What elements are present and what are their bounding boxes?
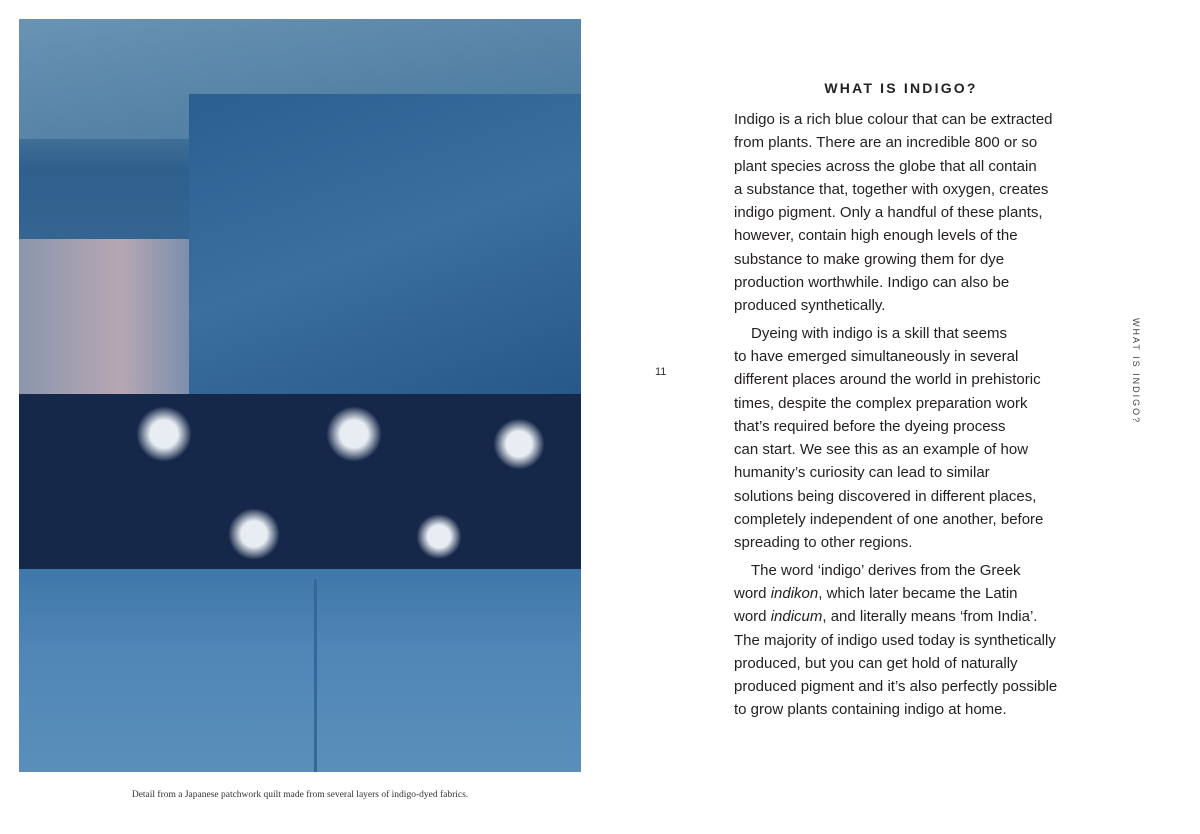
ikat-motif: [129, 404, 199, 464]
text-line: [734, 485, 1094, 508]
text-line: [734, 582, 1094, 605]
text-segment: Indigo is a rich blue colour that can be extracted: [734, 111, 1053, 128]
text-segment: indigo pigment. Only a handful of these plants,: [734, 204, 1043, 222]
page-number: 11: [655, 366, 667, 378]
text-line: [734, 415, 1094, 438]
text-segment: substance to make growing them for dye: [734, 250, 1005, 268]
text-segment: word: [734, 584, 771, 602]
text-segment: to grow plants containing indigo at home.: [734, 701, 1007, 719]
text-segment: solutions being discovered in different places,: [734, 487, 1037, 505]
text-segment: spreading to other regions.: [734, 534, 913, 552]
ikat-motif: [409, 514, 469, 559]
text-segment: The word ‘indigo’ derives from the Greek: [751, 561, 1021, 579]
text-line: [734, 131, 1094, 154]
text-line: [734, 438, 1094, 461]
pale-pink-patch: [19, 239, 189, 399]
text-segment: produced, but you can get hold of naturally: [734, 654, 1018, 672]
text-line: [734, 201, 1094, 224]
text-line: [734, 392, 1094, 415]
text-segment: can start. We see this as an example of how: [734, 441, 1029, 459]
text-line: [734, 652, 1094, 675]
text-segment: completely independent of one another, before: [734, 511, 1044, 529]
indigo-quilt-photo: [19, 19, 581, 772]
text-line: [734, 508, 1094, 531]
text-segment: produced pigment and it’s also perfectly possible: [734, 678, 1058, 696]
text-segment: that’s required before the dyeing process: [734, 417, 1006, 435]
text-segment: from plants. There are an incredible 800 or so: [734, 134, 1038, 152]
text-segment: production worthwhile. Indigo can also be: [734, 274, 1010, 292]
seam: [314, 579, 317, 772]
text-line: [734, 345, 1094, 368]
body-text: [734, 108, 1094, 726]
text-segment: , and literally means ‘from India’.: [822, 608, 1038, 626]
text-line: [734, 531, 1094, 554]
text-line: [734, 155, 1094, 178]
italic-term: indicum: [770, 608, 823, 626]
text-line: [734, 629, 1094, 652]
text-segment: humanity’s curiosity can lead to similar: [734, 464, 990, 482]
denim-bottom: [19, 569, 581, 772]
text-line: [734, 368, 1094, 391]
text-segment: plant species across the globe that all contain: [734, 157, 1037, 175]
text-line: [734, 322, 1094, 345]
text-segment: word: [734, 608, 771, 626]
ikat-motif: [219, 509, 289, 559]
text-line: [734, 248, 1094, 271]
text-line: [734, 675, 1094, 698]
text-segment: times, despite the complex preparation work: [734, 394, 1028, 412]
ikat-motif: [319, 404, 389, 464]
text-segment: however, contain high enough levels of the: [734, 227, 1018, 245]
text-line: [734, 605, 1094, 628]
running-head: WHAT IS INDIGO?: [1131, 318, 1141, 425]
paragraph: [734, 559, 1094, 722]
text-line: [734, 178, 1094, 201]
photo-caption: Detail from a Japanese patchwork quilt made from several layers of indigo-dyed fabrics.: [131, 790, 469, 800]
text-segment: to have emerged simultaneously in several: [734, 347, 1019, 365]
text-segment: different places around the world in prehistoric: [734, 371, 1041, 389]
paragraph: [734, 108, 1094, 318]
text-line: [734, 108, 1094, 131]
text-line: [734, 271, 1094, 294]
text-segment: , which later became the Latin: [818, 584, 1018, 602]
text-line: [734, 224, 1094, 247]
ikat-motif: [489, 414, 549, 474]
text-line: [734, 294, 1094, 317]
text-segment: produced synthetically.: [734, 297, 886, 315]
italic-term: indikon: [770, 584, 819, 602]
text-line: [734, 461, 1094, 484]
section-title: WHAT IS INDIGO?: [824, 80, 978, 96]
text-segment: a substance that, together with oxygen, creates: [734, 180, 1049, 198]
text-segment: Dyeing with indigo is a skill that seems: [751, 324, 1007, 342]
paragraph: [734, 322, 1094, 555]
text-segment: The majority of indigo used today is synthetically: [734, 631, 1056, 649]
text-line: [734, 559, 1094, 582]
text-line: [734, 698, 1094, 721]
mid-blue-patch: [189, 94, 581, 394]
